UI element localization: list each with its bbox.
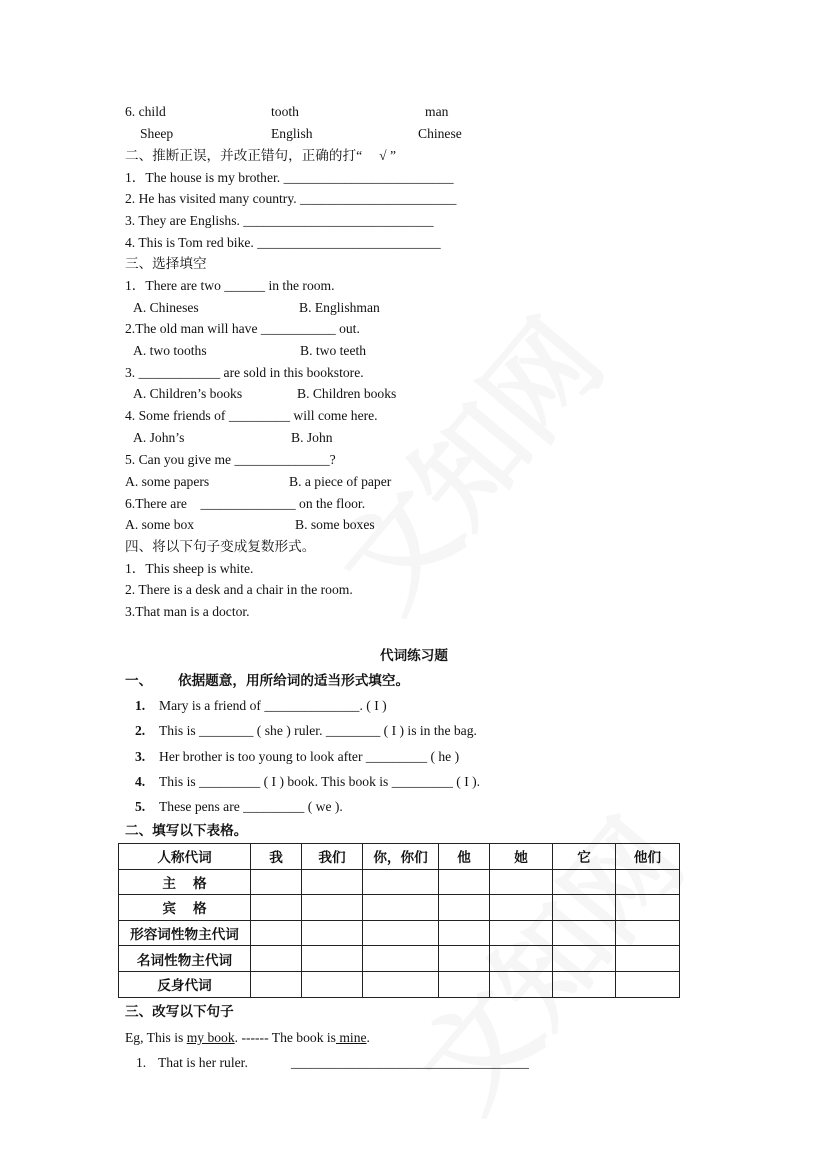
item-number: 2.	[135, 723, 146, 738]
question-stem: 5. Can you give me ______________?	[125, 452, 336, 467]
option-a: A. two tooths	[133, 343, 207, 358]
table-cell[interactable]	[251, 971, 302, 997]
row-label: 宾 格	[119, 895, 251, 921]
table-cell[interactable]	[302, 971, 363, 997]
table-cell[interactable]	[616, 869, 680, 895]
exercise-line: 1．The house is my brother. _________________________	[125, 170, 454, 185]
word: English	[271, 126, 313, 141]
row-label: 主 格	[119, 869, 251, 895]
option-a: A. John’s	[133, 430, 185, 445]
exercise-line: 3. They are Englishs. ____________________________	[125, 213, 434, 228]
option-b: B. a piece of paper	[289, 474, 392, 489]
item-text: Mary is a friend of ______________. ( I )	[159, 698, 387, 713]
table-cell[interactable]	[251, 920, 302, 946]
word: 6. child	[125, 104, 166, 119]
table-header-cell: 人称代词	[119, 844, 251, 870]
table-header-cell: 她	[490, 844, 553, 870]
example-text: Eg, This is	[125, 1030, 187, 1045]
item-text: These pens are _________ ( we ).	[159, 799, 343, 814]
exercise-line: 3.That man is a doctor.	[125, 604, 250, 619]
item-text: This is _________ ( I ) book. This book is _________ ( I ).	[159, 774, 481, 789]
section-heading: 二、推断正误，并改正错句，正确的打“ √ ”	[125, 148, 397, 163]
table-header-row	[119, 844, 680, 870]
table-cell[interactable]	[363, 971, 439, 997]
table-cell[interactable]	[616, 920, 680, 946]
table-cell[interactable]	[302, 920, 363, 946]
table-cell[interactable]	[439, 920, 490, 946]
exercise-line: 1．This sheep is white.	[125, 561, 254, 576]
question-stem: 4. Some friends of _________ will come here.	[125, 408, 378, 423]
table-row	[119, 895, 680, 921]
word: Chinese	[418, 126, 462, 141]
table-cell[interactable]	[490, 946, 553, 972]
section-heading: 二、填写以下表格。	[125, 823, 248, 838]
option-b: B. some boxes	[295, 517, 375, 532]
table-cell[interactable]	[251, 869, 302, 895]
table-cell[interactable]	[302, 946, 363, 972]
question-stem: 2.The old man will have ___________ out.	[125, 321, 360, 336]
table-cell[interactable]	[553, 869, 616, 895]
table-row	[119, 869, 680, 895]
table-cell[interactable]	[251, 895, 302, 921]
row-label: 反身代词	[119, 971, 251, 997]
option-a: A. some box	[125, 517, 195, 532]
table-cell[interactable]	[363, 946, 439, 972]
table-cell[interactable]	[616, 971, 680, 997]
item-text: This is ________ ( she ) ruler. ________ ( I ) is in the bag.	[159, 723, 477, 738]
word: tooth	[271, 104, 299, 119]
table-row	[119, 971, 680, 997]
table-cell[interactable]	[439, 895, 490, 921]
item-number: 1.	[135, 698, 146, 713]
table-cell[interactable]	[553, 946, 616, 972]
table-cell[interactable]	[439, 869, 490, 895]
table-cell[interactable]	[490, 920, 553, 946]
example-text: . ------ The book is	[234, 1030, 336, 1045]
exercise-line: 2. He has visited many country. _______________________	[125, 191, 457, 206]
section-heading: 三、选择填空	[125, 256, 207, 271]
example-text: .	[366, 1030, 370, 1045]
option-b: B. two teeth	[300, 343, 367, 358]
option-a: A. some papers	[125, 474, 210, 489]
table-cell[interactable]	[553, 971, 616, 997]
table-cell[interactable]	[490, 971, 553, 997]
item-number: 1.	[136, 1055, 147, 1070]
question-stem: 6.There are ______________ on the floor.	[125, 496, 366, 511]
section-heading: 依据题意，用所给词的适当形式填空。	[178, 673, 410, 688]
exercise-line: 4. This is Tom red bike. ___________________________	[125, 235, 441, 250]
table-header-cell: 他	[439, 844, 490, 870]
table-cell[interactable]	[302, 869, 363, 895]
word: man	[425, 104, 449, 119]
exercise-line: 2. There is a desk and a chair in the room.	[125, 582, 353, 597]
example-line	[125, 1030, 370, 1046]
section-heading: 三、改写以下句子	[125, 1004, 234, 1019]
option-a: A. Chineses	[133, 300, 199, 315]
table-cell[interactable]	[616, 946, 680, 972]
table-row	[119, 946, 680, 972]
table-cell[interactable]	[363, 869, 439, 895]
word: Sheep	[140, 126, 174, 141]
question-stem: 3. ____________ are sold in this bookstore.	[125, 365, 364, 380]
table-cell[interactable]	[490, 869, 553, 895]
example-underlined: my book	[186, 1030, 235, 1045]
table-cell[interactable]	[439, 971, 490, 997]
table-cell[interactable]	[363, 920, 439, 946]
example-underlined: mine	[335, 1030, 367, 1045]
table-cell[interactable]	[439, 946, 490, 972]
item-text: That is her ruler.	[158, 1055, 248, 1070]
table-cell[interactable]	[363, 895, 439, 921]
question-stem: 1．There are two ______ in the room.	[125, 278, 335, 293]
row-label: 形容词性物主代词	[119, 920, 251, 946]
section-heading: 四、将以下句子变成复数形式。	[125, 539, 316, 554]
option-b: B. Englishman	[299, 300, 380, 315]
table-row	[119, 920, 680, 946]
table-cell[interactable]	[251, 946, 302, 972]
table-cell[interactable]	[302, 895, 363, 921]
item-number: 5.	[135, 799, 146, 814]
pronoun-table	[118, 843, 680, 998]
table-cell[interactable]	[616, 895, 680, 921]
table-cell[interactable]	[553, 895, 616, 921]
table-header-cell: 我们	[302, 844, 363, 870]
table-cell[interactable]	[490, 895, 553, 921]
option-b: B. Children books	[297, 386, 397, 401]
table-header-cell: 你，你们	[363, 844, 439, 870]
item-number: 4.	[135, 774, 146, 789]
item-text: Her brother is too young to look after _________ ( he )	[159, 749, 460, 764]
table-header-cell: 我	[251, 844, 302, 870]
option-b: B. John	[291, 430, 333, 445]
table-header-cell: 它	[553, 844, 616, 870]
table-cell[interactable]	[553, 920, 616, 946]
page-title: 代词练习题	[380, 648, 448, 663]
row-label: 名词性物主代词	[119, 946, 251, 972]
answer-blank[interactable]: ___________________________________	[291, 1055, 529, 1070]
section-number: 一、	[125, 673, 153, 688]
item-number: 3.	[135, 749, 146, 764]
option-a: A. Children’s books	[133, 386, 243, 401]
table-header-cell: 他们	[616, 844, 680, 870]
